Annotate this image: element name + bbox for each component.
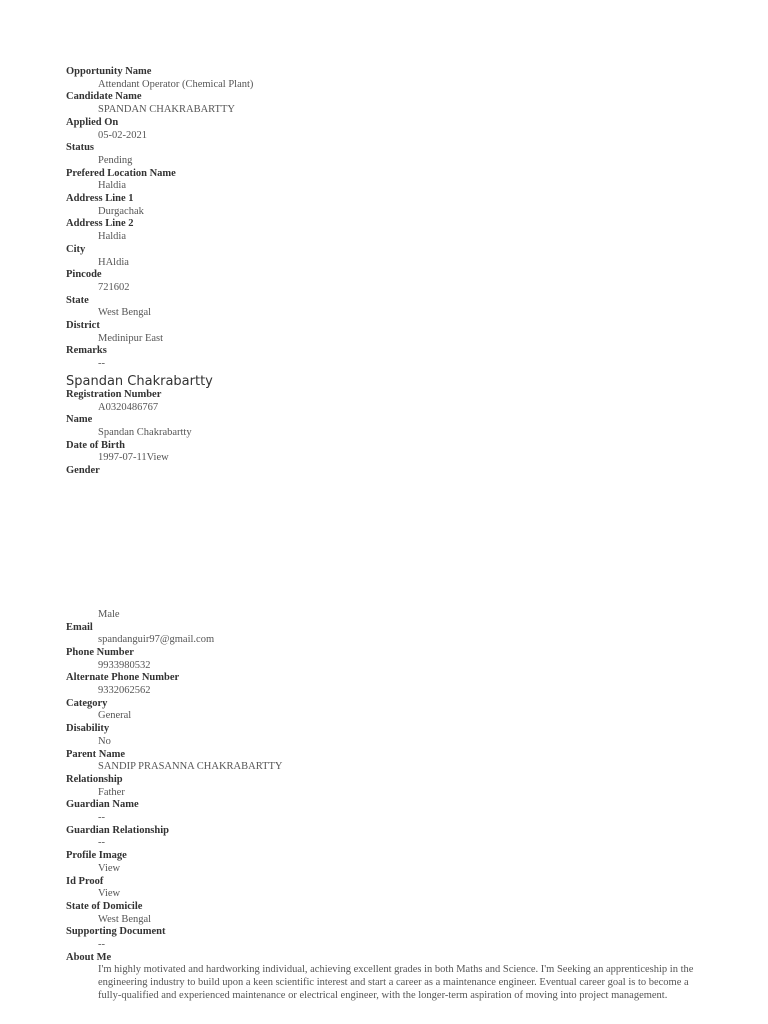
candidate-name-label: Candidate Name: [66, 91, 142, 103]
id-proof-view-link[interactable]: View: [98, 888, 121, 900]
relationship-field: [66, 774, 716, 799]
registration-number-label: Registration Number: [66, 388, 162, 400]
opportunity-name-label: Opportunity Name: [66, 66, 152, 77]
gender-spacer: [66, 478, 716, 609]
address-line2-value: Haldia: [98, 231, 126, 243]
guardian-relationship-value: --: [98, 837, 105, 849]
dob-value-row: [98, 452, 716, 465]
candidate-name-field: [66, 91, 716, 116]
id-proof-label: Id Proof: [66, 875, 104, 887]
supporting-document-value: --: [98, 939, 105, 951]
remarks-label: Remarks: [66, 345, 107, 357]
disability-value: No: [98, 735, 111, 747]
parent-name-field: [66, 749, 716, 774]
applied-on-value: 05-02-2021: [98, 129, 147, 141]
application-details-page: [66, 66, 716, 1003]
disability-field: [66, 723, 716, 748]
relationship-label: Relationship: [66, 773, 123, 785]
alt-phone-value: 9332062562: [98, 685, 151, 697]
district-value: Medinipur East: [98, 332, 164, 344]
dob-field: [66, 440, 716, 465]
id-proof-field: [66, 876, 716, 901]
profile-image-field: [66, 850, 716, 875]
applied-on-field: [66, 117, 716, 142]
status-field: [66, 142, 716, 167]
gender-value: Male: [98, 608, 120, 620]
alt-phone-label: Alternate Phone Number: [66, 672, 180, 684]
relationship-value: Father: [98, 786, 125, 798]
about-me-label: About Me: [66, 951, 112, 963]
state-label: State: [66, 294, 89, 306]
state-of-domicile-value: West Bengal: [98, 913, 152, 925]
pincode-value: 721602: [98, 281, 130, 293]
address-line2-label: Address Line 2: [66, 218, 134, 230]
phone-field: [66, 647, 716, 672]
phone-value: 9933980532: [98, 659, 151, 671]
guardian-relationship-label: Guardian Relationship: [66, 824, 169, 836]
guardian-name-field: [66, 799, 716, 824]
state-of-domicile-label: State of Domicile: [66, 900, 143, 912]
opportunity-name-value: Attendant Operator (Chemical Plant): [98, 78, 254, 90]
category-field: [66, 698, 716, 723]
dob-view-link[interactable]: View: [146, 452, 169, 464]
status-label: Status: [66, 142, 95, 154]
disability-label: Disability: [66, 723, 110, 735]
address-line2-field: [66, 218, 716, 243]
address-line1-value: Durgachak: [98, 205, 144, 217]
alt-phone-field: [66, 672, 716, 697]
guardian-relationship-field: [66, 825, 716, 850]
name-label: Name: [66, 414, 93, 426]
gender-label: Gender: [66, 465, 100, 477]
email-field: [66, 622, 716, 647]
registration-number-field: [66, 389, 716, 414]
profile-heading: Spandan Chakrabartty: [66, 373, 213, 389]
parent-name-label: Parent Name: [66, 748, 125, 760]
district-label: District: [66, 320, 100, 332]
dob-value: 1997-07-11: [98, 452, 147, 464]
profile-image-value: [98, 863, 716, 876]
district-field: [66, 320, 716, 345]
applied-on-label: Applied On: [66, 116, 119, 128]
city-field: [66, 244, 716, 269]
email-label: Email: [66, 621, 93, 633]
about-me-value: I'm highly motivated and hardworking individual, achieving excellent grades in both Maths and Science. I'm Seeking an apprenticeship in the engineering industry to build upon a keen scientific interest and start a career as a maintenance engineer. Eventual career goal is to become a fully-qualified and experienced maintenance or electrical engineer, with the longer-term aspiration of moving into project management.: [98, 964, 694, 1001]
category-value: General: [98, 710, 132, 722]
supporting-document-field: [66, 926, 716, 951]
name-value: Spandan Chakrabartty: [98, 426, 192, 438]
remarks-value: --: [98, 358, 105, 370]
registration-number-value: A0320486767: [98, 401, 159, 413]
preferred-location-label: Prefered Location Name: [66, 167, 176, 179]
name-field: [66, 414, 716, 439]
email-value: spandanguir97@gmail.com: [98, 634, 215, 646]
pincode-field: [66, 269, 716, 294]
pincode-label: Pincode: [66, 269, 102, 281]
city-label: City: [66, 243, 86, 255]
remarks-field: [66, 345, 716, 370]
preferred-location-value: Haldia: [98, 180, 126, 192]
category-label: Category: [66, 697, 108, 709]
preferred-location-field: [66, 168, 716, 193]
gender-field: [66, 465, 716, 621]
id-proof-value: [98, 888, 716, 901]
city-value: HAldia: [98, 256, 129, 268]
profile-image-label: Profile Image: [66, 850, 127, 862]
state-of-domicile-field: [66, 901, 716, 926]
candidate-name-value: SPANDAN CHAKRABARTTY: [98, 104, 235, 116]
candidate-profile-section: [66, 374, 716, 1003]
opportunity-name-field: [66, 66, 716, 91]
status-value: Pending: [98, 154, 133, 166]
state-field: [66, 295, 716, 320]
guardian-name-value: --: [98, 812, 105, 824]
phone-label: Phone Number: [66, 646, 134, 658]
dob-label: Date of Birth: [66, 439, 125, 451]
profile-image-view-link[interactable]: View: [98, 862, 121, 874]
application-section: [66, 66, 716, 371]
state-value: West Bengal: [98, 307, 152, 319]
parent-name-value: SANDIP PRASANNA CHAKRABARTTY: [98, 761, 283, 773]
address-line1-field: [66, 193, 716, 218]
guardian-name-label: Guardian Name: [66, 799, 139, 811]
address-line1-label: Address Line 1: [66, 193, 134, 205]
about-me-field: [66, 952, 716, 1003]
supporting-document-label: Supporting Document: [66, 926, 166, 938]
